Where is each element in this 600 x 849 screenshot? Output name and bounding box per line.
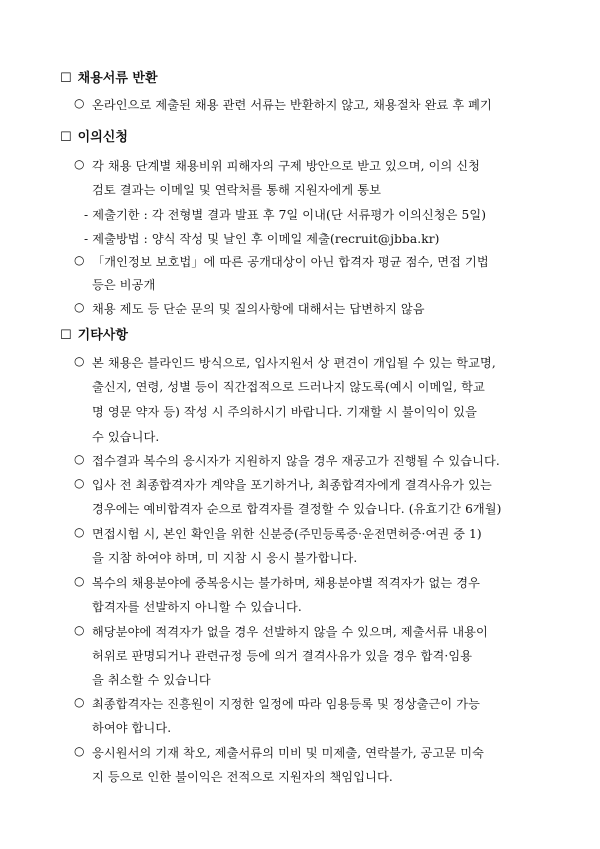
paragraph-line: 입사 전 최종합격자가 계약을 포기하거나, 최종합격자에게 결격사유가 있는 (92, 478, 492, 492)
paragraph-line: 복수의 채용분야에 중복응시는 불가하며, 채용분야별 적격자가 없는 경우 (92, 576, 480, 590)
paragraph-line: 「개인정보 보호법」에 따른 공개대상이 아닌 합격자 평균 점수, 면접 기법 (92, 255, 489, 269)
circle-bullet-icon: ○ (74, 695, 85, 709)
circle-bullet-icon: ○ (74, 744, 85, 758)
paragraph-line: 을 취소할 수 있습니다 (92, 673, 211, 687)
circle-bullet-icon: ○ (74, 525, 85, 539)
paragraph-line: 허위로 판명되거나 관련규정 등에 의거 결격사유가 있을 경우 합격·임용 (92, 649, 473, 663)
paragraph-line: 본 채용은 블라인드 방식으로, 입사지원서 상 편견이 개입될 수 있는 학교명, (92, 356, 496, 370)
circle-bullet-icon: ○ (74, 574, 85, 588)
paragraph-line: 경우에는 예비합격자 순으로 합격자를 결정할 수 있습니다. (유효기간 6개월) (92, 502, 502, 516)
section-heading (60, 126, 128, 145)
section-title: 기타사항 (77, 328, 128, 343)
paragraph-line: 지 등으로 인한 불이익은 전적으로 지원자의 책임입니다. (92, 770, 393, 784)
circle-bullet-icon: ○ (74, 253, 85, 267)
circle-bullet-icon: ○ (74, 623, 85, 637)
paragraph-line: - 제출방법 : 양식 작성 및 날인 후 이메일 제출(recruit@jbba.kr) (84, 232, 440, 246)
paragraph-line: 검토 결과는 이메일 및 연락처를 통해 지원자에게 통보 (92, 183, 382, 197)
paragraph-line: - 제출기한 : 각 전형별 결과 발표 후 7일 이내(단 서류평가 이의신청은 5일) (84, 208, 487, 222)
paragraph-line: 하여야 합니다. (92, 721, 172, 735)
circle-bullet-icon: ○ (74, 157, 85, 171)
paragraph-line: 등은 비공개 (92, 278, 156, 292)
paragraph-line: 출신지, 연령, 성별 등이 직간접적으로 드러나지 않도록(예시 이메일, 학교 (92, 380, 485, 394)
paragraph-line: 합격자를 선발하지 아니할 수 있습니다. (92, 600, 302, 614)
checkbox-square-icon: ☐ (60, 71, 72, 86)
circle-bullet-icon: ○ (74, 300, 85, 314)
paragraph-line: 명 영문 약자 등) 작성 시 주의하시기 바랍니다. 기재할 시 불이익이 있을 (92, 405, 477, 419)
paragraph-line: 면접시험 시, 본인 확인을 위한 신분증(주민등록증·운전면허증·여권 중 1) (92, 527, 482, 541)
paragraph-line: 최종합격자는 진흥원이 지정한 일정에 따라 임용등록 및 정상출근이 가능 (92, 697, 480, 711)
paragraph-line: 을 지참 하여야 하며, 미 지참 시 응시 불가합니다. (92, 551, 358, 565)
paragraph-line: 각 채용 단계별 채용비위 피해자의 구제 방안으로 받고 있으며, 이의 신청 (92, 159, 481, 173)
section-heading (60, 67, 158, 86)
checkbox-square-icon: ☐ (60, 328, 72, 343)
paragraph-line: 해당분야에 적격자가 없을 경우 선발하지 않을 수 있으며, 제출서류 내용이 (92, 625, 488, 639)
circle-bullet-icon: ○ (74, 452, 85, 466)
paragraph-line: 온라인으로 제출된 채용 관련 서류는 반환하지 않고, 채용절차 완료 후 폐기 (92, 98, 492, 112)
circle-bullet-icon: ○ (74, 96, 85, 110)
section-title: 이의신청 (77, 130, 128, 145)
circle-bullet-icon: ○ (74, 476, 85, 490)
paragraph-line: 수 있습니다. (92, 430, 160, 444)
section-title: 채용서류 반환 (77, 71, 158, 86)
paragraph-line: 접수결과 복수의 응시자가 지원하지 않을 경우 재공고가 진행될 수 있습니다. (92, 454, 500, 468)
checkbox-square-icon: ☐ (60, 130, 72, 145)
section-heading (60, 324, 128, 343)
paragraph-line: 채용 제도 등 단순 문의 및 질의사항에 대해서는 답변하지 않음 (92, 302, 425, 316)
circle-bullet-icon: ○ (74, 354, 85, 368)
paragraph-line: 응시원서의 기재 착오, 제출서류의 미비 및 미제출, 연락불가, 공고문 미숙 (92, 746, 485, 760)
